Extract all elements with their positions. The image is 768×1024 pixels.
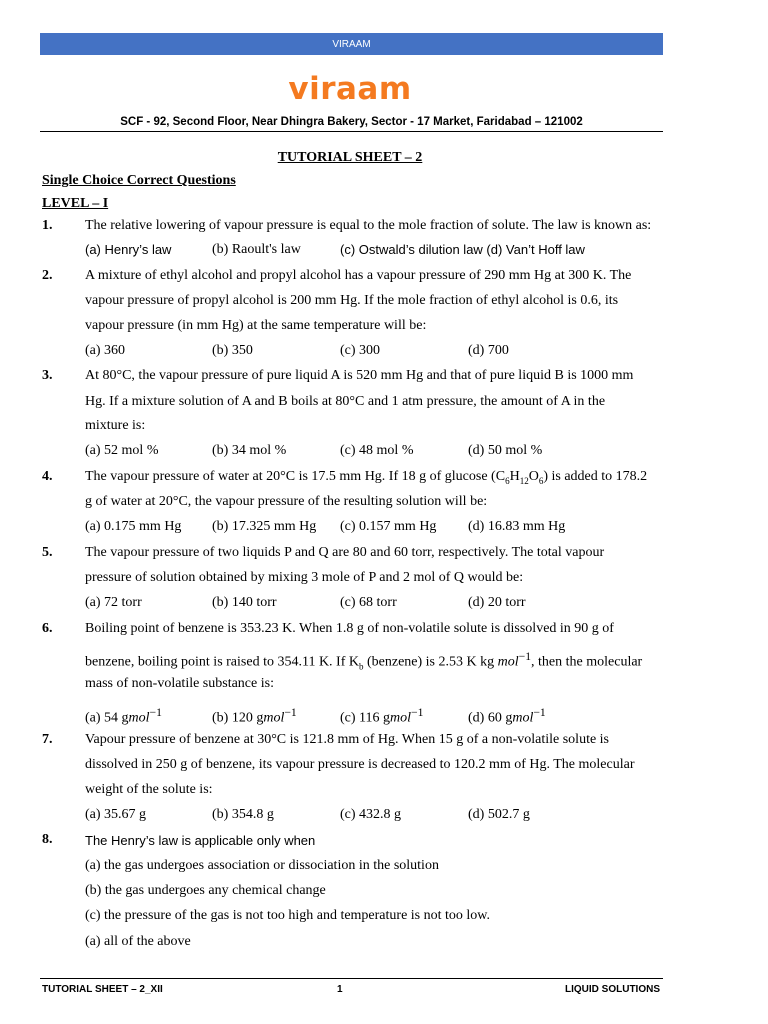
level-heading: LEVEL – I — [42, 196, 109, 211]
option: (c) 432.8 g — [340, 807, 402, 822]
footer-sheet-label: TUTORIAL SHEET – 2_XII — [42, 984, 163, 995]
option: (a) all of the above — [85, 934, 191, 949]
question-text: The vapour pressure of two liquids P and Q are 80 and 60 torr, respectively. The total vapour — [85, 545, 605, 560]
question-text: At 80°C, the vapour pressure of pure liquid A is 520 mm Hg and that of pure liquid B is 1000 mm — [85, 368, 634, 383]
question-text: mixture is: — [85, 418, 146, 433]
option: (c) 116 gmol$^{-1}$ — [340, 706, 424, 726]
page-number: 1 — [337, 984, 343, 995]
option: (b) 34 mol % — [212, 443, 287, 458]
option: (a) 72 torr — [85, 595, 142, 610]
option: (d) 16.83 mm Hg — [468, 519, 566, 534]
section-heading: Single Choice Correct Questions — [42, 173, 236, 188]
header-banner: VIRAAM — [40, 33, 663, 55]
question-text: mass of non-volatile substance is: — [85, 676, 274, 691]
question-number: 3. — [42, 368, 53, 383]
option: (c) the pressure of the gas is not too high and temperature is not too low. — [85, 908, 490, 923]
question-text: A mixture of ethyl alcohol and propyl alcohol has a vapour pressure of 290 mm Hg at 300 K. The — [85, 268, 632, 283]
question-text: dissolved in 250 g of benzene, its vapour pressure is decreased to 120.2 mm of Hg. The molecular — [85, 757, 635, 772]
option: (c) 0.157 mm Hg — [340, 519, 437, 534]
option: (a) Henry’s law — [85, 242, 172, 257]
question-text: vapour pressure of propyl alcohol is 200 mm Hg. If the mole fraction of ethyl alcohol is 0.6, its — [85, 293, 619, 308]
question-text: g of water at 20°C, the vapour pressure of the resulting solution will be: — [85, 494, 488, 509]
question-text: The Henry’s law is applicable only when — [85, 833, 316, 848]
option: (d) 60 gmol$^{-1}$ — [468, 706, 546, 726]
question-text: Boiling point of benzene is 353.23 K. When 1.8 g of non-volatile solute is dissolved in 90 g of — [85, 621, 614, 636]
sheet-title: TUTORIAL SHEET – 2 — [277, 150, 423, 165]
question-number: 4. — [42, 469, 53, 484]
option: (c) Ostwald’s dilution law (d) Van’t Hoff law — [340, 242, 585, 257]
glucose-formula: $C_6H_{12}O_6$ — [495, 469, 544, 486]
option: (b) Raoult's law — [212, 242, 301, 257]
question-number: 6. — [42, 621, 53, 636]
option: (d) 502.7 g — [468, 807, 530, 822]
question-text: benzene, boiling point is raised to 354.11 K. If $K_b$ (benzene) is 2.53 K kg mol$^{-1}$, then the molecular — [85, 650, 643, 672]
option: (a) the gas undergoes association or dissociation in the solution — [85, 858, 439, 873]
question-text: pressure of solution obtained by mixing 3 mole of P and 2 mol of Q would be: — [85, 570, 524, 585]
header-divider — [40, 131, 663, 132]
footer-divider — [40, 978, 663, 979]
option: (a) 54 gmol$^{-1}$ — [85, 706, 162, 726]
option: (a) 35.67 g — [85, 807, 147, 822]
viraam-logo: viraam — [288, 71, 412, 107]
option: (c) 48 mol % — [340, 443, 414, 458]
option: (b) the gas undergoes any chemical change — [85, 883, 326, 898]
question-text: The relative lowering of vapour pressure is equal to the mole fraction of solute. The law is known as: — [85, 218, 652, 233]
question-text: vapour pressure (in mm Hg) at the same temperature will be: — [85, 318, 427, 333]
question-number: 2. — [42, 268, 53, 283]
option: (d) 20 torr — [468, 595, 526, 610]
footer-topic: LIQUID SOLUTIONS — [565, 984, 660, 995]
question-number: 7. — [42, 732, 53, 747]
question-number: 1. — [42, 218, 53, 233]
option: (c) 68 torr — [340, 595, 397, 610]
question-text: Vapour pressure of benzene at 30°C is 121.8 mm of Hg. When 15 g of a non-volatile solute is — [85, 732, 610, 747]
question-text: weight of the solute is: — [85, 782, 213, 797]
address-line: SCF - 92, Second Floor, Near Dhingra Bakery, Sector - 17 Market, Faridabad – 121002 — [120, 116, 583, 128]
question-text: The vapour pressure of water at 20°C is 17.5 mm Hg. If 18 g of glucose $(C_6H_{12}O_6)$ is added to 178.2 — [85, 469, 648, 486]
option: (b) 140 torr — [212, 595, 277, 610]
question-number: 5. — [42, 545, 53, 560]
option: (d) 700 — [468, 343, 509, 358]
option: (a) 52 mol % — [85, 443, 159, 458]
option: (b) 120 gmol$^{-1}$ — [212, 706, 297, 726]
option: (c) 300 — [340, 343, 381, 358]
option: (a) 0.175 mm Hg — [85, 519, 182, 534]
option: (b) 350 — [212, 343, 253, 358]
option: (a) 360 — [85, 343, 126, 358]
question-number: 8. — [42, 832, 53, 847]
option: (d) 50 mol % — [468, 443, 543, 458]
option: (b) 354.8 g — [212, 807, 274, 822]
option: (b) 17.325 mm Hg — [212, 519, 317, 534]
question-text: Hg. If a mixture solution of A and B boils at 80°C and 1 atm pressure, the amount of A in the — [85, 394, 606, 409]
